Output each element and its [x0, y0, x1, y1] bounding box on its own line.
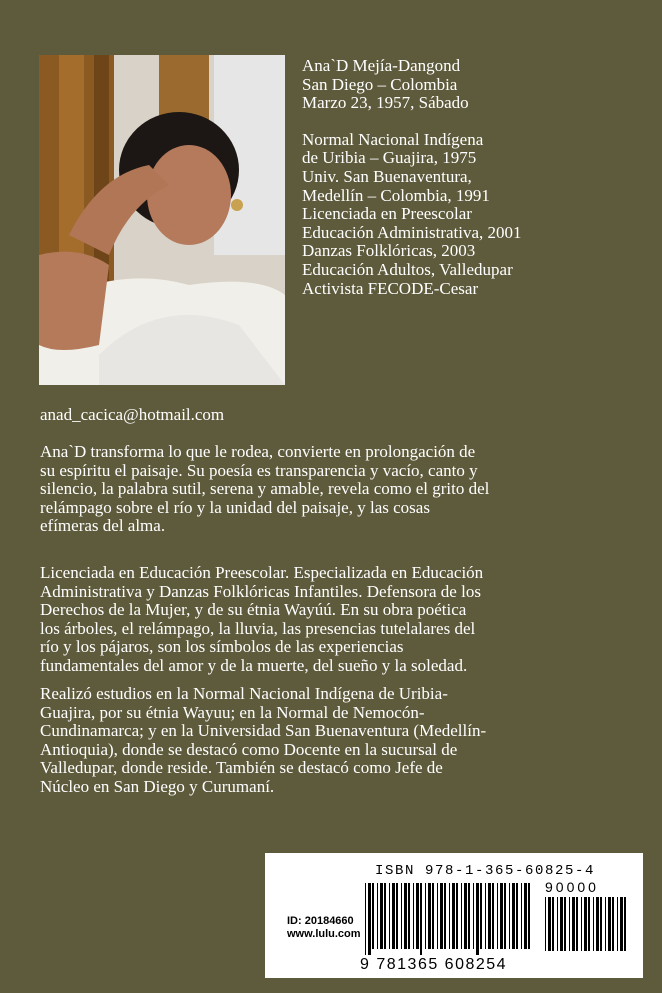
bio-line: Activista FECODE-Cesar: [302, 278, 479, 298]
author-email: anad_cacica@hotmail.com: [40, 405, 225, 424]
bio-birthdate: Marzo 23, 1957, Sábado: [302, 93, 469, 113]
ean-barcode-icon: [365, 883, 535, 955]
addon-barcode-icon: [545, 897, 627, 957]
paragraph-line: su espíritu el paisaje. Su poesía es transparencia y vacío, canto y: [40, 460, 478, 480]
author-photo: [39, 55, 285, 385]
paragraph-line: Antioquia), donde se destacó como Docente en la sucursal de: [40, 739, 458, 759]
id-line: ID: 20184660: [287, 915, 354, 927]
paragraph-line: silencio, la palabra sutil, serena y amable, revela como el grito del: [40, 479, 490, 499]
price-addon-number: 90000: [545, 879, 599, 895]
paragraph-line: Núcleo en San Diego y Curumaní.: [40, 776, 275, 796]
description-paragraph-1: [40, 443, 636, 536]
paragraph-line: Licenciada en Educación Preescolar. Especializada en Educación: [40, 563, 484, 582]
bio-spacer: [302, 113, 642, 131]
paragraph-line: Cundinamarca; y en la Universidad San Buenaventura (Medellín-: [40, 721, 487, 741]
publisher-site: www.lulu.com: [287, 928, 361, 940]
paragraph-line: Valledupar, donde reside. También se destacó como Jefe de: [40, 758, 443, 778]
bio-name: Ana`D Mejía-Dangond: [302, 56, 461, 75]
bio-line: Normal Nacional Indígena: [302, 129, 484, 149]
paragraph-line: fundamentales del amor y de la muerte, del sueño y la soledad.: [40, 655, 468, 675]
isbn-label: ISBN 978-1-365-60825-4: [375, 863, 596, 879]
publisher-id: [287, 915, 361, 941]
paragraph-line: río y los pájaros, son los símbolos de las experiencias: [40, 637, 404, 657]
paragraph-line: Guajira, por su étnia Wayuu; en la Normal de Nemocón-: [40, 702, 425, 722]
author-bio: [302, 57, 642, 298]
ean-number: 9 781365 608254: [360, 956, 508, 973]
description-paragraph-2: [40, 564, 636, 676]
paragraph-line: los árboles, el relámpago, la lluvia, las presencias tutelalares del: [40, 618, 476, 638]
bio-line: Univ. San Buenaventura,: [302, 166, 472, 186]
paragraph-line: Administrativa y Danzas Folklóricas Infantiles. Defensora de los: [40, 581, 481, 601]
paragraph-line: efímeras del alma.: [40, 516, 166, 536]
paragraph-line: relámpago sobre el río y la unidad del paisaje, y las cosas: [40, 497, 430, 517]
paragraph-line: Ana`D transforma lo que le rodea, convierte en prolongación de: [40, 442, 476, 461]
bio-line: Medellín – Colombia, 1991: [302, 185, 490, 205]
barcode-panel: [265, 853, 643, 978]
paragraph-line: Realizó estudios en la Normal Nacional Indígena de Uribia-: [40, 684, 448, 703]
bio-line: Educación Adultos, Valledupar: [302, 259, 513, 279]
bio-line: Educación Administrativa, 2001: [302, 222, 522, 242]
bio-birthplace: San Diego – Colombia: [302, 74, 458, 94]
bio-line: Licenciada en Preescolar: [302, 204, 472, 224]
description-paragraph-3: [40, 685, 636, 797]
paragraph-line: Derechos de la Mujer, y de su étnia Wayúú. En su obra poética: [40, 600, 467, 620]
bio-line: de Uribia – Guajira, 1975: [302, 148, 477, 168]
bio-line: Danzas Folklóricas, 2003: [302, 241, 476, 261]
